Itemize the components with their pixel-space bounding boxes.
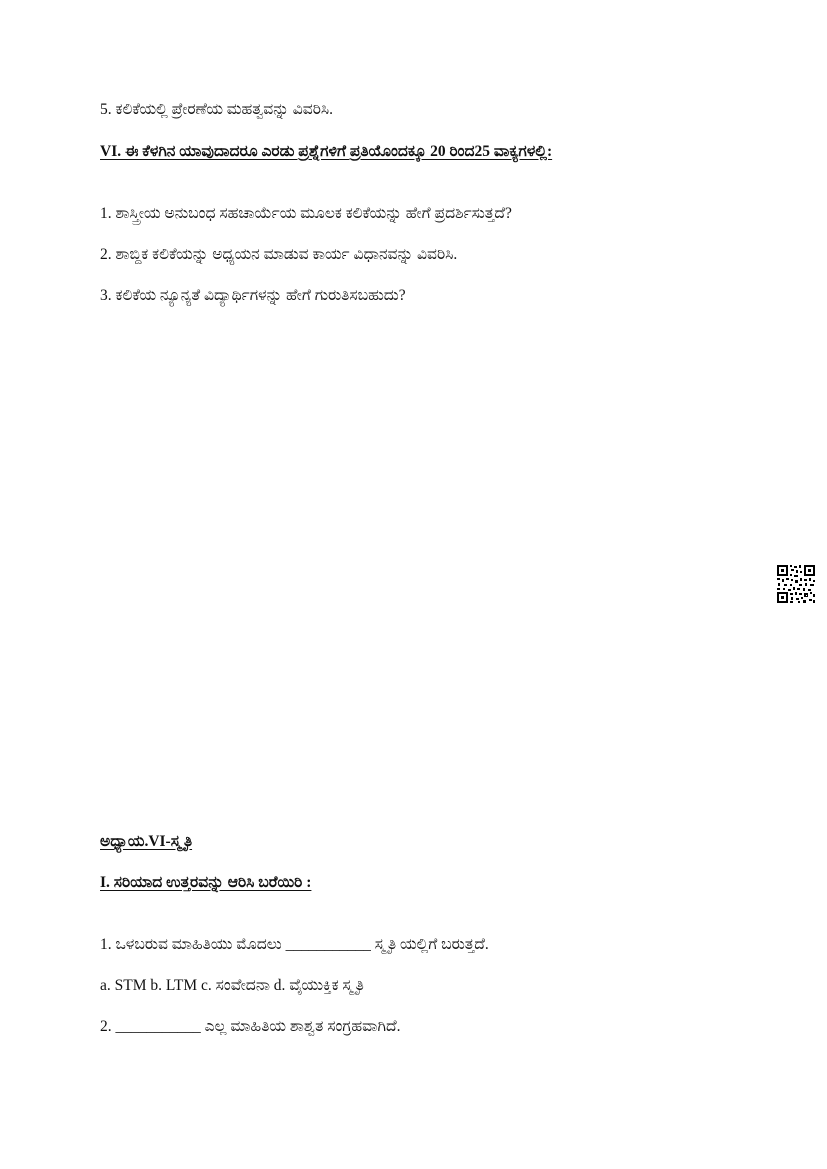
- chapter-title: ಅಧ್ಯಾಯ.VI-ಸ್ಮೃತಿ: [100, 833, 193, 850]
- qr-code-icon: [776, 564, 816, 604]
- question-5: 5. ಕಲಿಕೆಯಲ್ಲಿ ಪ್ರೇರಣೆಯ ಮಹತ್ವವನ್ನು ವಿವರಿಸಿ.: [100, 101, 333, 118]
- question-item: 3. ಕಲಿಕೆಯ ನ್ಯೂನ್ಯತೆ ವಿದ್ಯಾರ್ಥಿಗಳನ್ನು ಹೇಗೆ ಗುರುತಿಸಬಹುದು?: [100, 287, 406, 304]
- question-item: 2. ಶಾಬ್ದಿಕ ಕಲಿಕೆಯನ್ನು ಅಧ್ಯಯನ ಮಾಡುವ ಕಾರ್ಯ ವಿಧಾನವನ್ನು ವಿವರಿಸಿ.: [100, 246, 458, 263]
- section-i-heading: I. ಸರಿಯಾದ ಉತ್ತರವನ್ನು ಆರಿಸಿ ಬರೆಯಿರಿ :: [100, 874, 312, 891]
- question-1-options: a. STM b. LTM c. ಸಂವೇದನಾ d. ವೈಯುಕ್ತಿಕ ಸ್ಮೃತಿ: [100, 977, 364, 994]
- section-vi-heading: VI. ಈ ಕೆಳಗಿನ ಯಾವುದಾದರೂ ಎರಡು ಪ್ರಶ್ನೆಗಳಿಗೆ ಪ್ರತಿಯೊಂದಕ್ಕೂ 20 ರಿಂದ25 ವಾಕ್ಯಗಳಲ್ಲಿ:: [100, 143, 553, 160]
- question-1: 1. ಒಳಬರುವ ಮಾಹಿತಿಯು ಮೊದಲು ___________ ಸ್ಮೃತಿ ಯಲ್ಲಿಗೆ ಬರುತ್ತದೆ.: [100, 936, 489, 953]
- question-item: 1. ಶಾಸ್ತ್ರೀಯ ಅನುಬಂಧ ಸಹಚಾರ್ಯೆಯ ಮೂಲಕ ಕಲಿಕೆಯನ್ನು ಹೇಗೆ ಪ್ರದರ್ಶಿಸುತ್ತದೆ?: [100, 205, 512, 222]
- question-2: 2. ___________ ಎಲ್ಲ ಮಾಹಿತಿಯ ಶಾಶ್ವತ ಸಂಗ್ರಹವಾಗಿದೆ.: [100, 1018, 401, 1035]
